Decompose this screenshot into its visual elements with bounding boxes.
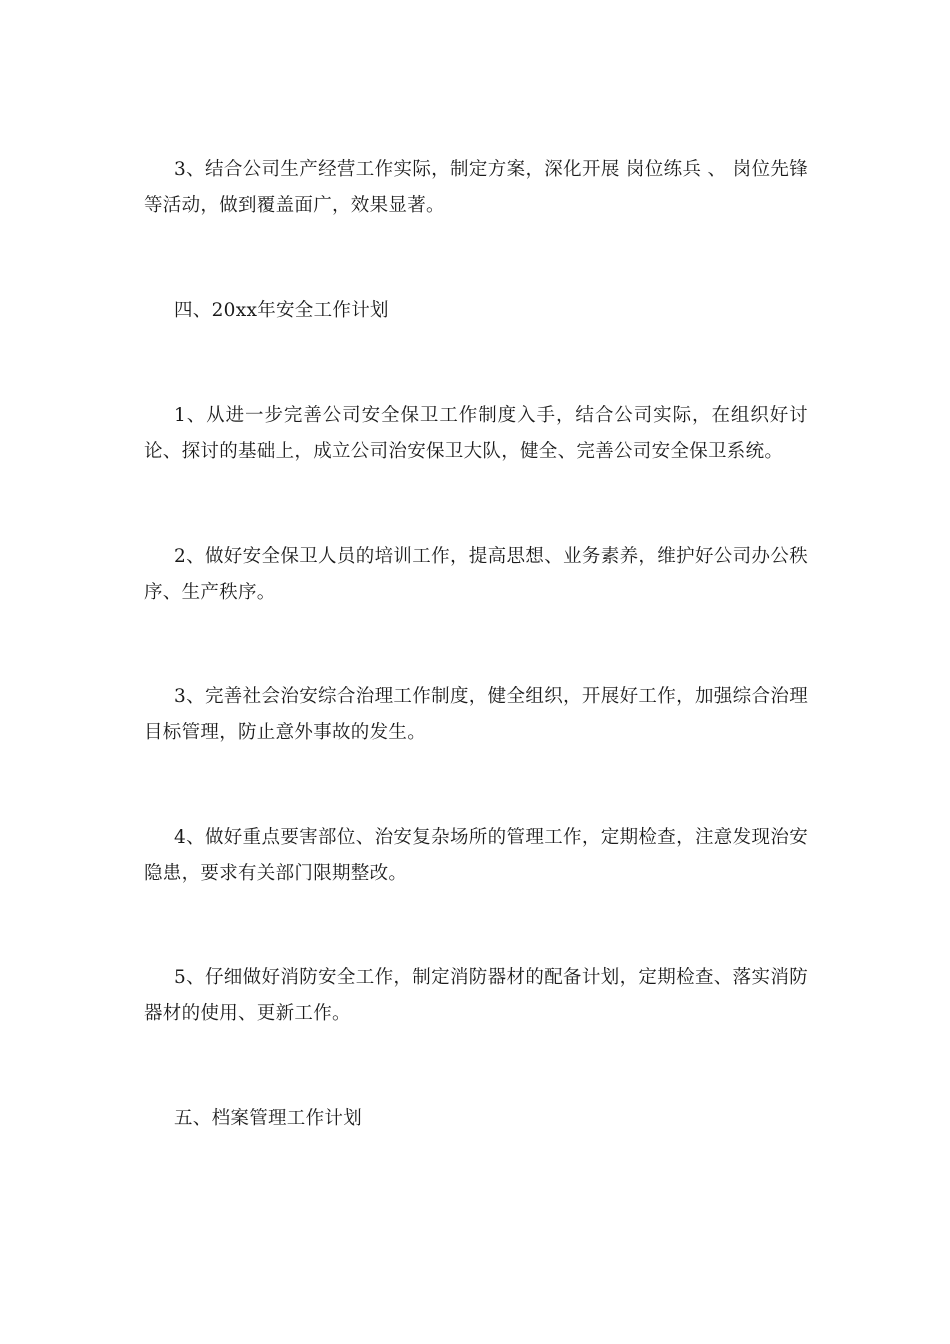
paragraph-training: 2、做好安全保卫人员的培训工作，提高思想、业务素养，维护好公司办公秩序、生产秩序。 bbox=[144, 546, 808, 603]
section-heading-safety-plan: 四、20xx年安全工作计划 bbox=[174, 300, 389, 321]
paragraph-fire-safety: 5、仔细做好消防安全工作，制定消防器材的配备计划，定期检查、落实消防器材的使用、更新工作。 bbox=[144, 967, 808, 1024]
paragraph-key-areas: 4、做好重点要害部位、治安复杂场所的管理工作，定期检查，注意发现治安隐患，要求有关部门限期整改。 bbox=[144, 827, 808, 884]
section-heading-archives-plan: 五、档案管理工作计划 bbox=[174, 1108, 363, 1129]
paragraph-security-system: 1、从进一步完善公司安全保卫工作制度入手，结合公司实际，在组织好讨论、探讨的基础上，成立公司治安保卫大队，健全、完善公司安全保卫系统。 bbox=[144, 405, 808, 462]
paragraph-activities: 3、结合公司生产经营工作实际，制定方案，深化开展 岗位练兵 、 岗位先锋 等活动，做到覆盖面广，效果显著。 bbox=[144, 159, 808, 216]
paragraph-public-order: 3、完善社会治安综合治理工作制度，健全组织，开展好工作，加强综合治理目标管理，防止意外事故的发生。 bbox=[144, 686, 808, 743]
